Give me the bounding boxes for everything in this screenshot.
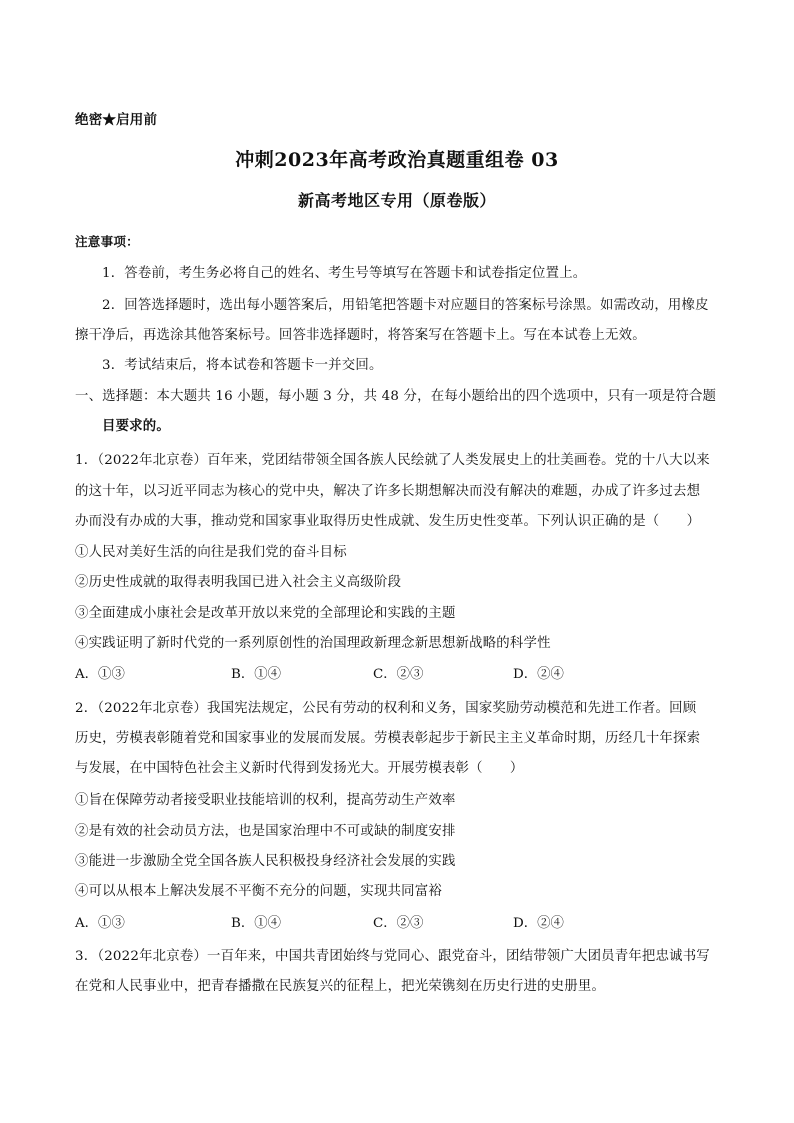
question-1-stem: 办而没有办成的大事，推动党和国家事业取得历史性成就、发生历史性变革。下列认识正确的是（ ） xyxy=(75,514,701,529)
classified-label: 绝密★启用前 xyxy=(75,112,158,128)
question-2-statement: ①旨在保障劳动者接受职业技能培训的权利，提高劳动生产效率 xyxy=(75,793,456,808)
question-1-stem: 的这十年，以习近平同志为核心的党中央，解决了许多长期想解决而没有解决的难题，办成了许多过去想 xyxy=(75,484,701,499)
question-1-statement: ③全面建成小康社会是改革开放以来党的全部理论和实践的主题 xyxy=(75,606,456,621)
question-2-option-c: C．②③ xyxy=(373,916,424,931)
question-1-option-b: B．①④ xyxy=(231,667,282,682)
section-heading-continued: 目要求的。 xyxy=(102,418,170,434)
page-subtitle: 新高考地区专用（原卷版） xyxy=(297,191,496,210)
question-2-stem: 与发展，在中国特色社会主义新时代得到发扬光大。开展劳模表彰（ ） xyxy=(75,761,524,776)
question-1-statement: ④实践证明了新时代党的一系列原创性的治国理政新理念新思想新战略的科学性 xyxy=(75,636,551,651)
question-2-option-b: B．①④ xyxy=(231,916,282,931)
notice-item: 1．答卷前，考生务必将自己的姓名、考生号等填写在答题卡和试卷指定位置上。 xyxy=(102,266,587,281)
question-2-statement: ④可以从根本上解决发展不平衡不充分的问题，实现共同富裕 xyxy=(75,884,442,899)
question-1-statement: ①人民对美好生活的向往是我们党的奋斗目标 xyxy=(75,545,347,560)
question-1-option-c: C．②③ xyxy=(373,667,424,682)
question-1-stem: 1．（2022年北京卷）百年来，党团结带领全国各族人民绘就了人类发展史上的壮美画卷。党的十八大以来 xyxy=(75,453,710,468)
notice-item: 3．考试结束后，将本试卷和答题卡一并交回。 xyxy=(102,358,383,373)
question-2-stem: 历史，劳模表彰随着党和国家事业的发展而发展。劳模表彰起步于新民主主义革命时期，历经几十年探索 xyxy=(75,731,701,746)
question-2-stem: 2．（2022年北京卷）我国宪法规定，公民有劳动的权利和义务，国家奖励劳动模范和先进工作者。回顾 xyxy=(75,701,697,716)
section-heading: 一、选择题：本大题共 16 小题，每小题 3 分，共 48 分，在每小题给出的四个选项中，只有一项是符合题 xyxy=(75,389,717,404)
question-2-option-a: A．①③ xyxy=(75,916,125,931)
notice-heading: 注意事项： xyxy=(75,234,139,249)
question-2-statement: ②是有效的社会动员方法，也是国家治理中不可或缺的制度安排 xyxy=(75,824,456,839)
question-2-option-d: D．②④ xyxy=(513,916,564,931)
question-3-stem: 3．（2022年北京卷）一百年来，中国共青团始终与党同心、跟党奋斗，团结带领广大团员青年把忠诚书写 xyxy=(75,949,710,964)
question-2-statement: ③能进一步激励全党全国各族人民积极投身经济社会发展的实践 xyxy=(75,854,456,869)
question-1-statement: ②历史性成就的取得表明我国已进入社会主义高级阶段 xyxy=(75,575,402,590)
question-3-stem: 在党和人民事业中，把青春播撒在民族复兴的征程上，把光荣镌刻在历史行进的史册里。 xyxy=(75,979,606,994)
question-1-option-a: A．①③ xyxy=(75,667,125,682)
question-1-option-d: D．②④ xyxy=(513,667,564,682)
notice-item: 2．回答选择题时，选出每小题答案后，用铅笔把答题卡对应题目的答案标号涂黑。如需改动，用橡皮 xyxy=(102,298,709,313)
page-title: 冲刺2023年高考政治真题重组卷 03 xyxy=(235,149,559,171)
notice-item-continued: 擦干净后，再选涂其他答案标号。回答非选择题时，将答案写在答题卡上。写在本试卷上无效。 xyxy=(75,328,646,343)
